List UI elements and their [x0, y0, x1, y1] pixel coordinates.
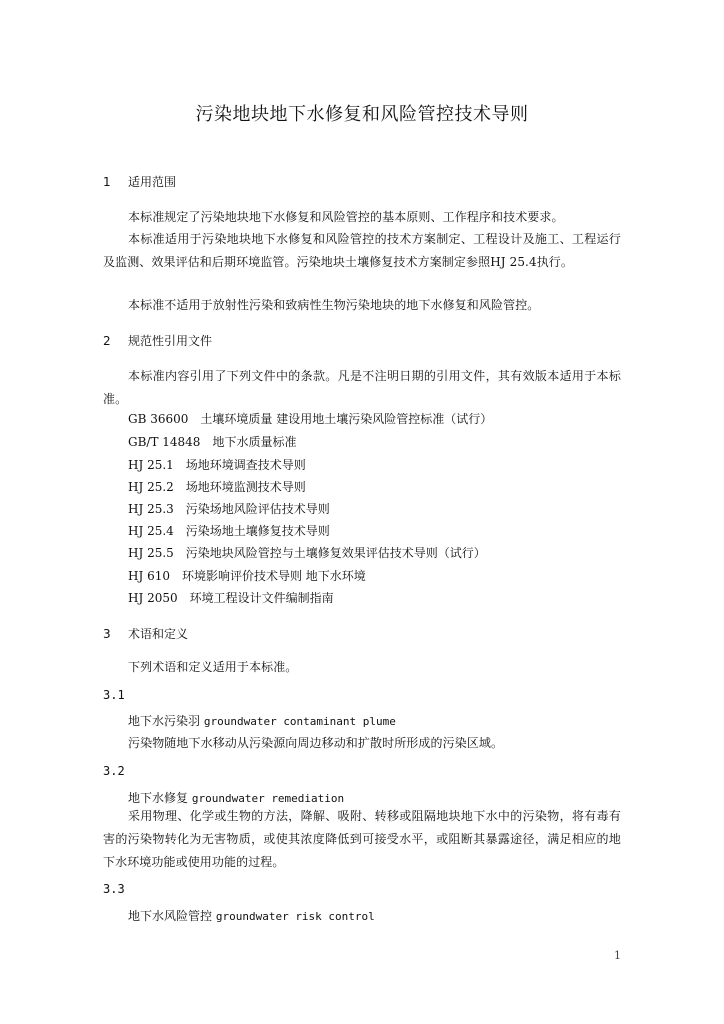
section-number: 1 [103, 175, 111, 189]
reference-item: HJ 610 环境影响评价技术导则 地下水环境 [128, 569, 366, 583]
term-definition: 污染物随地下水移动从污染源向周边移动和扩散时所形成的污染区域。 [128, 736, 504, 750]
paragraph: 下列术语和定义适用于本标准。 [128, 660, 298, 674]
term-heading [128, 907, 375, 926]
section-number: 2 [103, 334, 111, 348]
document-title: 污染地块地下水修复和风险管控技术导则 [195, 104, 529, 125]
term-en: groundwater risk control [215, 910, 375, 923]
reference-item: HJ 25.5 污染地块风险管控与土壤修复效果评估技术导则（试行） [128, 546, 486, 560]
paragraph: 本标准内容引用了下列文件中的条款。凡是不注明日期的引用文件，其有效版本适用于本标准。 [103, 369, 621, 406]
reference-item: GB 36600 土壤环境质量 建设用地土壤污染风险管控标准（试行） [128, 412, 493, 426]
section-title: 术语和定义 [128, 627, 189, 641]
section-3-heading [103, 625, 188, 643]
term-number: 3.2 [103, 764, 125, 778]
term-cn: 地下水风险管控 [128, 909, 213, 923]
term-cn: 地下水污染羽 [128, 714, 201, 728]
reference-item: HJ 25.1 场地环境调查技术导则 [128, 458, 306, 472]
reference-item: GB/T 14848 地下水质量标准 [128, 435, 297, 449]
section-number: 3 [103, 627, 111, 641]
section-1-heading [103, 173, 176, 191]
reference-item: HJ 25.2 场地环境监测技术导则 [128, 480, 306, 494]
section-title: 规范性引用文件 [128, 334, 213, 348]
term-definition: 采用物理、化学或生物的方法，降解、吸附、转移或阻隔地块地下水中的污染物，将有毒有害的污染物转化为无害物质，或使其浓度降低到可接受水平，或阻断其暴露途径，满足相应的地下水环境功能或使用功能的过程。 [103, 809, 621, 869]
term-number: 3.1 [103, 688, 125, 702]
term-number: 3.3 [103, 882, 125, 896]
paragraph: 本标准规定了污染地块地下水修复和风险管控的基本原则、工作程序和技术要求。 [128, 210, 564, 224]
reference-item: HJ 25.3 污染场地风险评估技术导则 [128, 502, 330, 516]
term-en: groundwater contaminant plume [203, 715, 396, 728]
term-heading [128, 712, 396, 731]
paragraph: 本标准适用于污染地块地下水修复和风险管控的技术方案制定、工程设计及施工、工程运行及监测、效果评估和后期环境监管。污染地块土壤修复技术方案制定参照HJ 25.4执行。 [103, 232, 621, 269]
term-en: groundwater remediation [191, 792, 345, 805]
term-cn: 地下水修复 [128, 791, 189, 805]
paragraph: 本标准不适用于放射性污染和致病性生物污染地块的地下水修复和风险管控。 [128, 298, 540, 312]
reference-item: HJ 2050 环境工程设计文件编制指南 [128, 591, 334, 605]
section-2-heading [103, 332, 212, 350]
section-title: 适用范围 [128, 175, 177, 189]
page-number: 1 [614, 949, 621, 962]
reference-item: HJ 25.4 污染场地土壤修复技术导则 [128, 524, 330, 538]
